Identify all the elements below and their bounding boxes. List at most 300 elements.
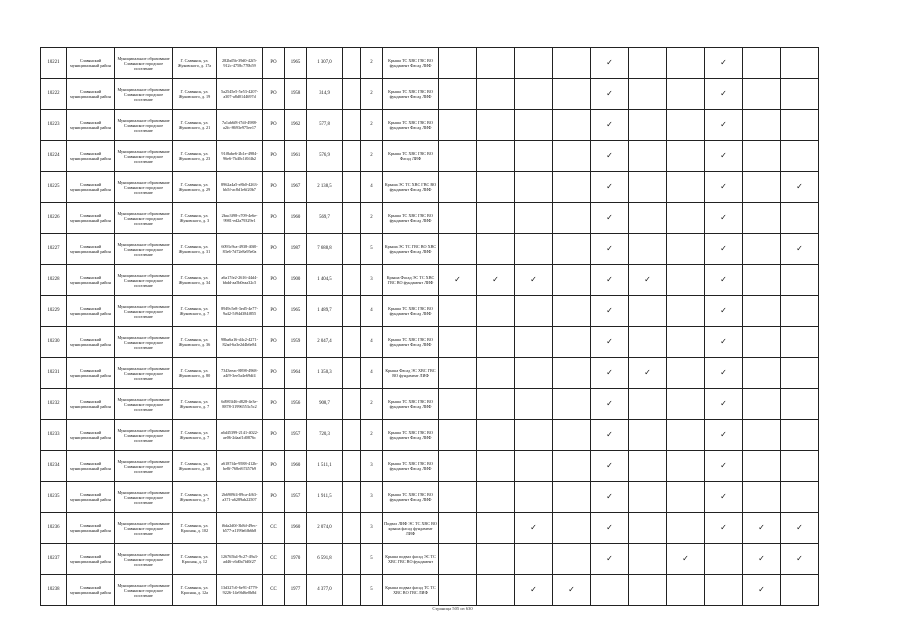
address-cell: Г. Славянск, ул. Жуковского, д. 29	[173, 172, 217, 203]
check-mark-icon: ✓	[720, 399, 727, 408]
work-check-cell	[705, 513, 743, 544]
work-check-cell	[591, 358, 629, 389]
form-cell: РО	[263, 172, 285, 203]
table-row	[41, 420, 819, 451]
empty-cell	[343, 296, 361, 327]
work-check-cell	[477, 296, 515, 327]
check-mark-icon: ✓	[796, 244, 803, 253]
work-check-cell	[667, 420, 705, 451]
year-cell: 1967	[285, 172, 307, 203]
uuid-cell: 6093c9ca-4938-40f0-83e6-7d72e8a95e0a	[217, 234, 263, 265]
table-row	[41, 48, 819, 79]
uuid-cell: 91f8abe6-2b1e-4984-96e6-7b40c1f0f4b2	[217, 141, 263, 172]
address-cell: Г. Славянск, ул. Жуковского, д. 38	[173, 451, 217, 482]
work-check-cell	[705, 296, 743, 327]
work-check-cell	[515, 575, 553, 606]
work-check-cell	[743, 389, 781, 420]
check-mark-icon: ✓	[720, 182, 727, 191]
work-check-cell	[667, 141, 705, 172]
work-check-cell	[515, 172, 553, 203]
work-check-cell	[629, 544, 667, 575]
work-check-cell	[705, 203, 743, 234]
floors-cell: 2	[361, 110, 383, 141]
check-mark-icon: ✓	[606, 461, 613, 470]
empty-cell	[343, 327, 361, 358]
floors-cell: 3	[361, 513, 383, 544]
floors-cell: 2	[361, 48, 383, 79]
work-check-cell	[477, 544, 515, 575]
owner-cell: Муниципальное образование Славянское городское поселение	[115, 296, 173, 327]
table-row	[41, 358, 819, 389]
year-cell: 1962	[285, 110, 307, 141]
work-types-cell: Подвал ЛИФ ЭС ТС ХВС ВО крыша фасад фундамент ЛИФ	[383, 513, 439, 544]
year-cell: 1965	[285, 48, 307, 79]
check-mark-icon: ✓	[606, 89, 613, 98]
work-check-cell	[743, 575, 781, 606]
work-check-cell	[705, 451, 743, 482]
check-mark-icon: ✓	[606, 368, 613, 377]
table-row	[41, 141, 819, 172]
work-check-cell	[553, 513, 591, 544]
work-check-cell	[477, 172, 515, 203]
table-row	[41, 203, 819, 234]
check-mark-icon: ✓	[606, 399, 613, 408]
owner-cell: Муниципальное образование Славянское городское поселение	[115, 575, 173, 606]
work-check-cell	[439, 79, 477, 110]
work-check-cell	[667, 451, 705, 482]
work-check-cell	[439, 296, 477, 327]
uuid-cell: 6d983f46-d828-4e3e-8878-31996553c5c2	[217, 389, 263, 420]
work-check-cell	[515, 544, 553, 575]
district-cell: Славянский муниципальный район	[67, 513, 115, 544]
year-cell: 1964	[285, 358, 307, 389]
work-check-cell	[591, 482, 629, 513]
work-check-cell	[477, 451, 515, 482]
work-check-cell	[553, 296, 591, 327]
work-check-cell	[439, 575, 477, 606]
work-check-cell	[743, 203, 781, 234]
work-check-cell	[629, 327, 667, 358]
form-cell: СС	[263, 513, 285, 544]
form-cell: РО	[263, 296, 285, 327]
work-check-cell	[781, 327, 819, 358]
work-types-cell: Крыша подвал фасад ТС ТС ХВС ВО ГВС ЛИФ	[383, 575, 439, 606]
row-id: 10231	[41, 358, 67, 389]
form-cell: СС	[263, 575, 285, 606]
check-mark-icon: ✓	[644, 275, 651, 284]
work-types-cell: Крыша ТС ХВС ГВС ВО фундамент Фасад ЛИФ	[383, 327, 439, 358]
table-row	[41, 79, 819, 110]
year-cell: 1960	[285, 203, 307, 234]
work-types-cell: Крыша ТС ХВС ГВС ВО фундамент Фасад ЛИФ	[383, 451, 439, 482]
check-mark-icon: ✓	[758, 554, 765, 563]
work-check-cell	[781, 544, 819, 575]
floors-cell: 2	[361, 141, 383, 172]
work-check-cell	[515, 110, 553, 141]
table-row	[41, 451, 819, 482]
uuid-cell: a6187f4e-9588-412b-be8f-768ef67457b9	[217, 451, 263, 482]
check-mark-icon: ✓	[720, 523, 727, 532]
work-check-cell	[743, 172, 781, 203]
work-check-cell	[515, 79, 553, 110]
empty-cell	[343, 234, 361, 265]
work-check-cell	[591, 48, 629, 79]
table-row	[41, 575, 819, 606]
address-cell: Г. Славянск, ул. Жуковского, д. 34	[173, 265, 217, 296]
check-mark-icon: ✓	[606, 151, 613, 160]
table-row	[41, 327, 819, 358]
table-row	[41, 110, 819, 141]
district-cell: Славянский муниципальный район	[67, 265, 115, 296]
work-check-cell	[629, 79, 667, 110]
floors-cell: 5	[361, 544, 383, 575]
row-id: 10228	[41, 265, 67, 296]
work-check-cell	[439, 482, 477, 513]
work-check-cell	[515, 358, 553, 389]
district-cell: Славянский муниципальный район	[67, 296, 115, 327]
empty-cell	[343, 513, 361, 544]
form-cell: РО	[263, 79, 285, 110]
work-check-cell	[667, 172, 705, 203]
work-check-cell	[781, 296, 819, 327]
work-check-cell	[705, 389, 743, 420]
work-check-cell	[515, 234, 553, 265]
work-types-cell: Крыша ЭС ТС ХВС ГВС ВО фундамент Фасад ЛИФ	[383, 172, 439, 203]
owner-cell: Муниципальное образование Славянское городское поселение	[115, 420, 173, 451]
check-mark-icon: ✓	[720, 120, 727, 129]
work-check-cell	[477, 234, 515, 265]
district-cell: Славянский муниципальный район	[67, 358, 115, 389]
work-check-cell	[553, 79, 591, 110]
work-types-cell: Крыша ТС ХВС ГВС ВО фундамент Фасад ЛИФ	[383, 389, 439, 420]
work-check-cell	[477, 48, 515, 79]
district-cell: Славянский муниципальный район	[67, 79, 115, 110]
check-mark-icon: ✓	[720, 275, 727, 284]
district-cell: Славянский муниципальный район	[67, 172, 115, 203]
uuid-cell: 8962a4a5-e8b0-4263-bb5f-ac8d1e6f20b7	[217, 172, 263, 203]
check-mark-icon: ✓	[720, 337, 727, 346]
area-cell: 720,3	[307, 420, 343, 451]
work-types-cell: Крыша Фасад ЭС ХВС ГВС ВО фундамент ЛИФ	[383, 358, 439, 389]
row-id: 10234	[41, 451, 67, 482]
check-mark-icon: ✓	[720, 368, 727, 377]
area-cell: 7 688,8	[307, 234, 343, 265]
work-check-cell	[553, 110, 591, 141]
year-cell: 1960	[285, 513, 307, 544]
address-cell: Г. Славянск, ул. Красная, д. 12а	[173, 575, 217, 606]
work-check-cell	[439, 203, 477, 234]
work-check-cell	[439, 172, 477, 203]
work-types-cell: Крыша ТС ХВС ГВС ВО фундамент Фасад ЛИФ	[383, 48, 439, 79]
check-mark-icon: ✓	[606, 244, 613, 253]
floors-cell: 4	[361, 296, 383, 327]
empty-cell	[343, 265, 361, 296]
work-check-cell	[553, 327, 591, 358]
area-cell: 576,9	[307, 141, 343, 172]
year-cell: 1961	[285, 141, 307, 172]
area-cell: 1 350,3	[307, 358, 343, 389]
work-check-cell	[515, 48, 553, 79]
housing-register-table	[40, 47, 819, 606]
work-check-cell	[591, 544, 629, 575]
work-check-cell	[477, 420, 515, 451]
address-cell: Г. Славянск, ул. Жуковского, д. 3	[173, 203, 217, 234]
work-check-cell	[515, 389, 553, 420]
uuid-cell: 98ba6a16-d4c2-4271-82ad-6a3e2d4b6e84	[217, 327, 263, 358]
work-check-cell	[629, 389, 667, 420]
work-check-cell	[515, 141, 553, 172]
table-row	[41, 544, 819, 575]
district-cell: Славянский муниципальный район	[67, 389, 115, 420]
work-check-cell	[743, 234, 781, 265]
owner-cell: Муниципальное образование Славянское городское поселение	[115, 79, 173, 110]
floors-cell: 3	[361, 482, 383, 513]
area-cell: 908,7	[307, 389, 343, 420]
year-cell: 1958	[285, 79, 307, 110]
work-check-cell	[705, 358, 743, 389]
table-row	[41, 296, 819, 327]
work-types-cell: Крыша подвал фасад ЭС ТС ХВС ГВС ВО фундамент	[383, 544, 439, 575]
area-cell: 314,9	[307, 79, 343, 110]
work-check-cell	[439, 141, 477, 172]
work-check-cell	[705, 234, 743, 265]
work-check-cell	[591, 420, 629, 451]
page-footer: Страница 505 из 630	[432, 606, 473, 611]
floors-cell: 5	[361, 575, 383, 606]
row-id: 10226	[41, 203, 67, 234]
uuid-cell: 2b6909f4-89ca-4f63-a371-a6289ab22507	[217, 482, 263, 513]
work-check-cell	[439, 544, 477, 575]
table-row	[41, 234, 819, 265]
work-check-cell	[667, 203, 705, 234]
work-check-cell	[477, 265, 515, 296]
work-check-cell	[553, 451, 591, 482]
work-check-cell	[781, 451, 819, 482]
work-check-cell	[591, 296, 629, 327]
area-cell: 2 138,5	[307, 172, 343, 203]
area-cell: 1 489,7	[307, 296, 343, 327]
work-types-cell: Крыша ТС ХВС ГВС ВО фундамент Фасад ЛИФ	[383, 296, 439, 327]
district-cell: Славянский муниципальный район	[67, 48, 115, 79]
district-cell: Славянский муниципальный район	[67, 575, 115, 606]
work-check-cell	[591, 110, 629, 141]
work-check-cell	[477, 575, 515, 606]
form-cell: РО	[263, 203, 285, 234]
area-cell: 577,8	[307, 110, 343, 141]
work-check-cell	[591, 79, 629, 110]
check-mark-icon: ✓	[720, 151, 727, 160]
form-cell: СС	[263, 544, 285, 575]
work-check-cell	[781, 48, 819, 79]
work-check-cell	[553, 482, 591, 513]
empty-cell	[343, 389, 361, 420]
work-types-cell: Крыша ТС ХВС ГВС ВО фундамент Фасад ЛИФ	[383, 420, 439, 451]
work-check-cell	[667, 513, 705, 544]
work-check-cell	[515, 451, 553, 482]
row-id: 10223	[41, 110, 67, 141]
work-check-cell	[743, 48, 781, 79]
check-mark-icon: ✓	[606, 306, 613, 315]
work-check-cell	[477, 482, 515, 513]
work-check-cell	[781, 358, 819, 389]
uuid-cell: a6a17fe2-2616-44d4-bbdd-aa5b0eaa32c5	[217, 265, 263, 296]
row-id: 10237	[41, 544, 67, 575]
work-check-cell	[667, 296, 705, 327]
work-check-cell	[477, 203, 515, 234]
owner-cell: Муниципальное образование Славянское городское поселение	[115, 203, 173, 234]
work-check-cell	[781, 389, 819, 420]
owner-cell: Муниципальное образование Славянское городское поселение	[115, 358, 173, 389]
floors-cell: 2	[361, 79, 383, 110]
work-check-cell	[743, 451, 781, 482]
work-check-cell	[629, 110, 667, 141]
owner-cell: Муниципальное образование Славянское городское поселение	[115, 389, 173, 420]
work-check-cell	[705, 420, 743, 451]
work-check-cell	[705, 327, 743, 358]
work-check-cell	[591, 513, 629, 544]
check-mark-icon: ✓	[530, 275, 537, 284]
work-check-cell	[553, 172, 591, 203]
work-check-cell	[439, 420, 477, 451]
work-check-cell	[705, 110, 743, 141]
work-check-cell	[705, 141, 743, 172]
check-mark-icon: ✓	[530, 523, 537, 532]
work-check-cell	[553, 203, 591, 234]
work-check-cell	[439, 358, 477, 389]
work-check-cell	[743, 482, 781, 513]
row-id: 10227	[41, 234, 67, 265]
work-check-cell	[781, 79, 819, 110]
owner-cell: Муниципальное образование Славянское городское поселение	[115, 544, 173, 575]
address-cell: Г. Славянск, ул. Жуковского, д. 21	[173, 110, 217, 141]
owner-cell: Муниципальное образование Славянское городское поселение	[115, 234, 173, 265]
work-check-cell	[629, 48, 667, 79]
row-id: 10230	[41, 327, 67, 358]
work-check-cell	[667, 48, 705, 79]
form-cell: РО	[263, 265, 285, 296]
check-mark-icon: ✓	[606, 523, 613, 532]
area-cell: 1 307,0	[307, 48, 343, 79]
year-cell: 1970	[285, 544, 307, 575]
work-check-cell	[553, 141, 591, 172]
address-cell: Г. Славянск, ул. Красная, д. 12	[173, 544, 217, 575]
floors-cell: 3	[361, 265, 383, 296]
work-check-cell	[629, 513, 667, 544]
work-check-cell	[667, 482, 705, 513]
work-check-cell	[743, 358, 781, 389]
work-check-cell	[743, 265, 781, 296]
row-id: 10222	[41, 79, 67, 110]
work-check-cell	[743, 141, 781, 172]
work-check-cell	[629, 296, 667, 327]
address-cell: Г. Славянск, ул. Жуковского, д. 19	[173, 79, 217, 110]
check-mark-icon: ✓	[568, 585, 575, 594]
empty-cell	[343, 358, 361, 389]
work-check-cell	[705, 48, 743, 79]
check-mark-icon: ✓	[796, 182, 803, 191]
table-row	[41, 482, 819, 513]
work-check-cell	[629, 234, 667, 265]
work-types-cell: Крыша ТС ХВС ГВС ВО фундамент Фасад ЛИФ	[383, 79, 439, 110]
work-check-cell	[743, 327, 781, 358]
work-check-cell	[553, 234, 591, 265]
work-check-cell	[477, 358, 515, 389]
form-cell: РО	[263, 327, 285, 358]
check-mark-icon: ✓	[606, 430, 613, 439]
owner-cell: Муниципальное образование Славянское городское поселение	[115, 48, 173, 79]
check-mark-icon: ✓	[606, 182, 613, 191]
district-cell: Славянский муниципальный район	[67, 110, 115, 141]
form-cell: РО	[263, 234, 285, 265]
work-check-cell	[515, 327, 553, 358]
work-check-cell	[743, 79, 781, 110]
row-id: 10232	[41, 389, 67, 420]
uuid-cell: 13d327c0-6e91-4779-9226-14e9fd6e0b8d	[217, 575, 263, 606]
work-check-cell	[781, 110, 819, 141]
work-types-cell: Крыша ТС ХВС ГВС ВО фундамент Фасад ЛИФ	[383, 203, 439, 234]
owner-cell: Муниципальное образование Славянское городское поселение	[115, 110, 173, 141]
uuid-cell: a6d45399-2141-4022-ae06-2daaf1d0876c	[217, 420, 263, 451]
year-cell: 1965	[285, 296, 307, 327]
year-cell: 1957	[285, 420, 307, 451]
work-types-cell: Крыша ТС ХВС ГВС ВО Фасад ЛИФ	[383, 141, 439, 172]
work-check-cell	[667, 110, 705, 141]
work-check-cell	[705, 265, 743, 296]
work-check-cell	[515, 265, 553, 296]
address-cell: Г. Славянск, ул. Жуковского, д. 7	[173, 482, 217, 513]
work-check-cell	[629, 203, 667, 234]
empty-cell	[343, 79, 361, 110]
address-cell: Г. Славянск, ул. Жуковского, д. 80	[173, 358, 217, 389]
check-mark-icon: ✓	[796, 554, 803, 563]
district-cell: Славянский муниципальный район	[67, 544, 115, 575]
row-id: 10225	[41, 172, 67, 203]
work-check-cell	[553, 389, 591, 420]
work-check-cell	[591, 234, 629, 265]
work-check-cell	[629, 141, 667, 172]
uuid-cell: 5a2545e5-5e53-4207-a307-a8d0144697d	[217, 79, 263, 110]
check-mark-icon: ✓	[720, 89, 727, 98]
year-cell: 1987	[285, 234, 307, 265]
check-mark-icon: ✓	[720, 58, 727, 67]
table-row	[41, 265, 819, 296]
address-cell: Г. Славянск, ул. Жуковского, д. 23	[173, 141, 217, 172]
work-check-cell	[781, 141, 819, 172]
row-id: 10224	[41, 141, 67, 172]
check-mark-icon: ✓	[606, 492, 613, 501]
area-cell: 1 911,5	[307, 482, 343, 513]
check-mark-icon: ✓	[720, 306, 727, 315]
work-check-cell	[781, 420, 819, 451]
work-check-cell	[553, 358, 591, 389]
work-check-cell	[553, 420, 591, 451]
uuid-cell: 126765b4-9c27-49a3-ad46-c6d0a7fd0f27	[217, 544, 263, 575]
work-check-cell	[629, 172, 667, 203]
work-check-cell	[781, 482, 819, 513]
check-mark-icon: ✓	[606, 275, 613, 284]
empty-cell	[343, 141, 361, 172]
empty-cell	[343, 172, 361, 203]
district-cell: Славянский муниципальный район	[67, 420, 115, 451]
work-check-cell	[439, 234, 477, 265]
work-types-cell: Крыша ЭС ТС ГВС ВО ХВС фундамент Фасад ЛИФ	[383, 234, 439, 265]
work-check-cell	[477, 79, 515, 110]
address-cell: Г. Славянск, ул. Жуковского, д. 7	[173, 296, 217, 327]
check-mark-icon: ✓	[454, 275, 461, 284]
work-check-cell	[515, 203, 553, 234]
work-check-cell	[515, 513, 553, 544]
work-check-cell	[743, 513, 781, 544]
